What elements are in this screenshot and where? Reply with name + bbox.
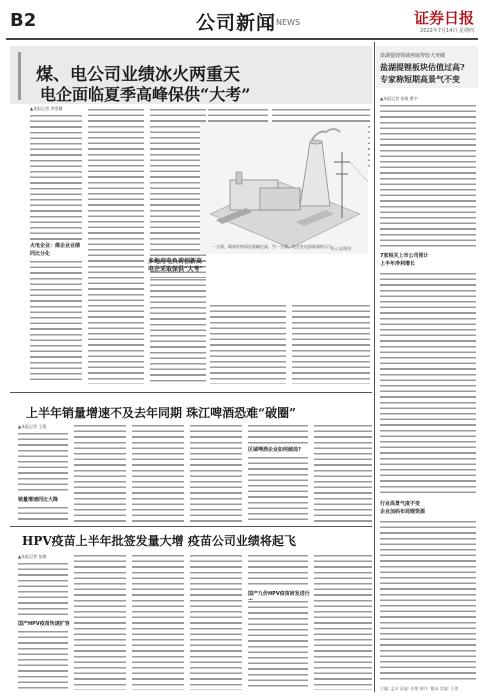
- lead-text-col-1: [30, 114, 82, 240]
- page-footer-credits: 主编: 孟庆 责编: 张敏 制作: 谢冰 美编: 王琪: [380, 686, 459, 691]
- article-2-text-2: [74, 424, 126, 522]
- article-2-text-4: [190, 424, 242, 522]
- section-title: 公司新闻: [196, 12, 277, 34]
- article-3-text-6: [314, 554, 372, 690]
- article-2-subhead-2: 区域啤酒企业如何破局?: [248, 447, 301, 453]
- power-plant-illustration: [200, 122, 368, 254]
- lead-text-col-1b: [30, 260, 82, 384]
- section-title-en: NEWS: [276, 18, 301, 27]
- article-3-text-5: [248, 600, 308, 690]
- lead-text-col-6: [210, 304, 286, 384]
- lead-headline-1: 煤、电公司业绩冰火两重天: [36, 65, 240, 85]
- right-text-3: [380, 520, 476, 680]
- issue-date: 2022年7月14日 星期四: [420, 28, 474, 34]
- lead-text-col-7: [292, 304, 370, 384]
- article-3-byline: ▲本报记者 张敏: [18, 554, 47, 559]
- page-header: [6, 4, 478, 40]
- column-divider: [374, 42, 375, 692]
- article-2-headline: 上半年销量增速不及去年同期 珠江啤酒恐难“破圈”: [26, 406, 296, 420]
- right-text-2: [380, 272, 476, 494]
- article-3-text-1: [18, 562, 68, 618]
- page-number: B2: [10, 10, 37, 31]
- article-3-text-3: [132, 554, 184, 690]
- right-subhead-3: 行业高景气度不变: [380, 501, 421, 507]
- right-column: [376, 42, 478, 696]
- lead-text-col-3b: [150, 278, 206, 384]
- article-3-text-2: [74, 554, 126, 690]
- article-3-text-5a: [248, 554, 308, 588]
- article-3-subhead-1: 国产HPV疫苗快速扩容: [18, 621, 70, 627]
- article-3-text-4: [190, 554, 242, 690]
- right-subhead-4: 企业加码布局锂资源: [380, 509, 426, 515]
- right-title-2: 专家称短期高景气不变: [380, 74, 460, 84]
- lead-subhead-2: 多地用电负荷创新高 电企采取保供“大考”: [148, 258, 203, 273]
- lead-subhead-1: 火电企业：煤企业业绩同比分化: [30, 243, 81, 257]
- article-3-subhead-2: 国产九价HPV疫苗研发进行: [248, 591, 310, 597]
- right-title-1: 盐湖提锂板块估值过高?: [380, 62, 465, 72]
- lead-headline-2: 电企面临夏季高峰保供“大考”: [40, 85, 251, 104]
- article-2-subhead-1: 销量增速同比大降: [18, 497, 59, 503]
- section-divider: [10, 392, 372, 393]
- article-2-text-5a: [248, 424, 308, 444]
- article-3-headline: HPV疫苗上半年批签发量大增 疫苗公司业绩将起飞: [22, 534, 296, 548]
- lead-text-col-2: [88, 108, 144, 384]
- article-2-text-3: [132, 424, 184, 522]
- article-2-text-1: [18, 432, 68, 494]
- article-2-text-1b: [18, 506, 68, 522]
- illustration-credit: 刘云龙/制图: [330, 246, 352, 251]
- newspaper-logo: 证券日报: [413, 9, 474, 27]
- lead-byline: ▲本报记者 李雯珊: [30, 106, 63, 111]
- article-2-byline: ▲本报记者 王霞: [18, 424, 47, 429]
- illustration-caption: 一方面，煤炭价格同比涨幅过高，另一方面，电企发电面临保供压力: [212, 244, 332, 249]
- right-subhead-2: 上半年净利增长: [380, 261, 416, 267]
- lead-text-col-3: [150, 108, 206, 304]
- right-text-1: [380, 104, 476, 250]
- section-divider-2: [10, 526, 372, 527]
- right-kicker: 盐湖提锂领域再取得较大突破: [380, 53, 446, 59]
- right-byline: ▲本报记者 张敏 曹宇: [380, 96, 418, 101]
- right-subhead-1: 7家相关上市公司预计: [380, 253, 429, 259]
- article-2-text-5: [248, 456, 308, 522]
- article-3-text-1b: [18, 630, 68, 690]
- article-2-text-6: [314, 424, 372, 522]
